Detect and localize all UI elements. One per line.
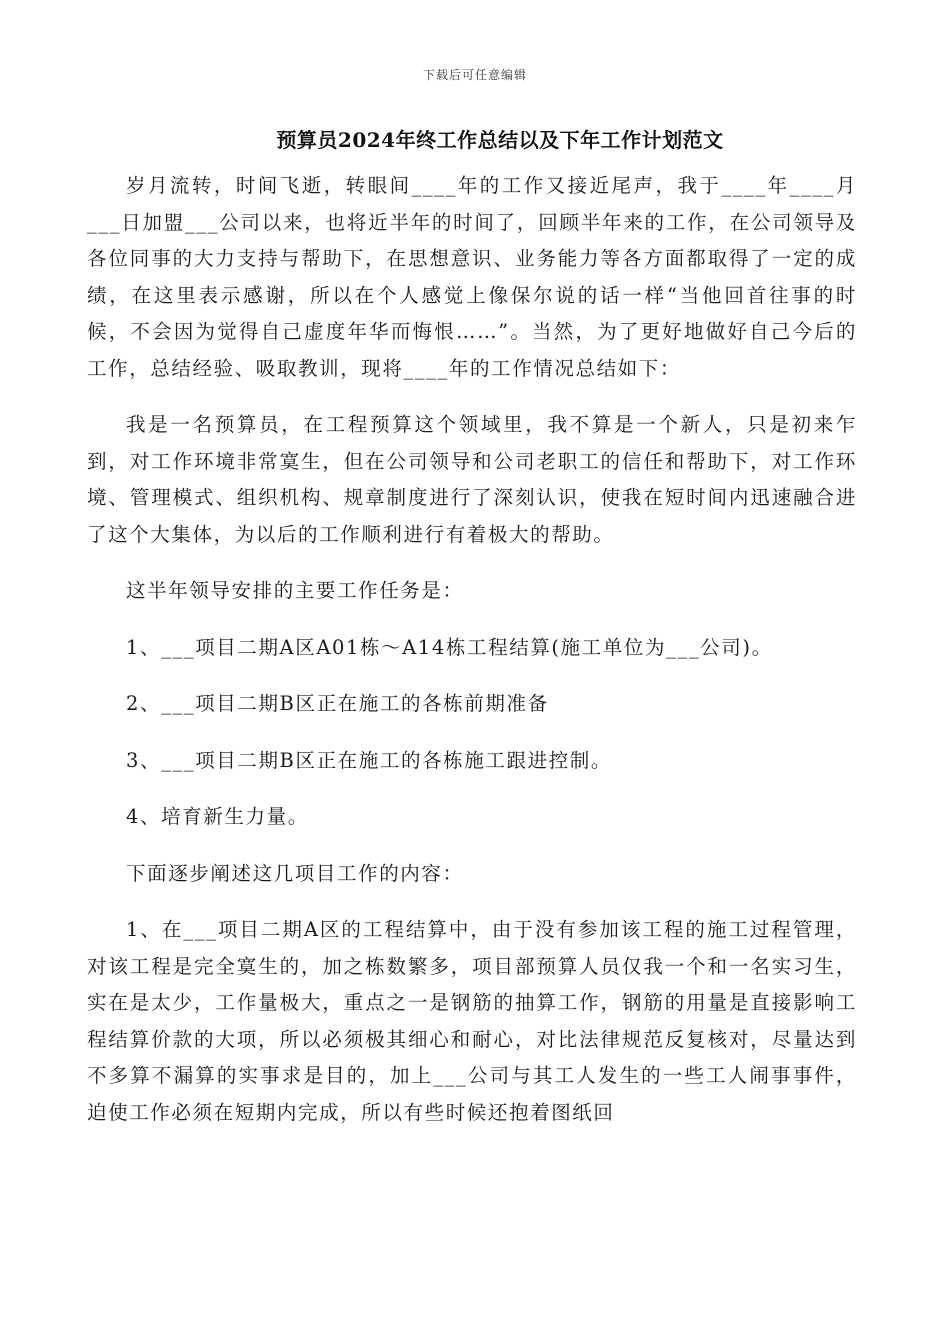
paragraph-intro: 岁月流转，时间飞逝，转眼间____年的工作又接近尾声，我于____年____月___日加盟___公司以来，也将近半年的时间了，回顾半年来的工作，在公司领导及各位同事的大力支持与帮助下，在思想意识、业务能力等各方面都取得了一定的成绩，在这里表示感谢，所以在个人感觉上像保尔说的话一样“当他回首往事的时候，不会因为觉得自己虚度年华而悔恨……”。当然，为了更好地做好自己今后的工作，总结经验、吸取教训，现将____年的工作情况总结如下： <box>87 174 857 380</box>
paragraph-details-heading: 下面逐步阐述这几项目工作的内容： <box>126 861 464 885</box>
task-item-4: 4、培育新生力量。 <box>126 805 309 828</box>
paragraph-detail-1: 1、在___项目二期A区的工程结算中，由于没有参加该工程的施工过程管理，对该工程是完全寞生的，加之栋数繁多，项目部预算人员仅我一个和一名实习生，实在是太少，工作量极大，重点之一是钢筋的抽算工作，钢筋的用量是直接影响工程结算价款的大项，所以必须极其细心和耐心，对比法律规范反复核对，尽量达到不多算不漏算的实事求是目的，加上___公司与其工人发生的一些工人闹事事件，迫使工作必须在短期内完成，所以有些时候还抱着图纸回 <box>87 918 857 1124</box>
document-title: 预算员2024年终工作总结以及下年工作计划范文 <box>276 128 724 152</box>
paragraph-self-intro: 我是一名预算员，在工程预算这个领域里，我不算是一个新人，只是初来乍到，对工作环境非常寞生，但在公司领导和公司老职工的信任和帮助下，对工作环境、管理模式、组织机构、规章制度进行了深刻认识，使我在短时间内迅速融合进了这个大集体，为以后的工作顺利进行有着极大的帮助。 <box>87 413 857 546</box>
header-note: 下载后可任意编辑 <box>422 68 527 82</box>
paragraph-tasks-heading: 这半年领导安排的主要工作任务是： <box>126 579 464 602</box>
task-item-1: 1、___项目二期A区A01栋～A14栋工程结算(施工单位为___公司)。 <box>126 635 773 659</box>
task-item-3: 3、___项目二期B区正在施工的各栋施工跟进控制。 <box>126 748 612 772</box>
document-body <box>87 168 857 1131</box>
task-item-2: 2、___项目二期B区正在施工的各栋前期准备 <box>126 692 549 715</box>
